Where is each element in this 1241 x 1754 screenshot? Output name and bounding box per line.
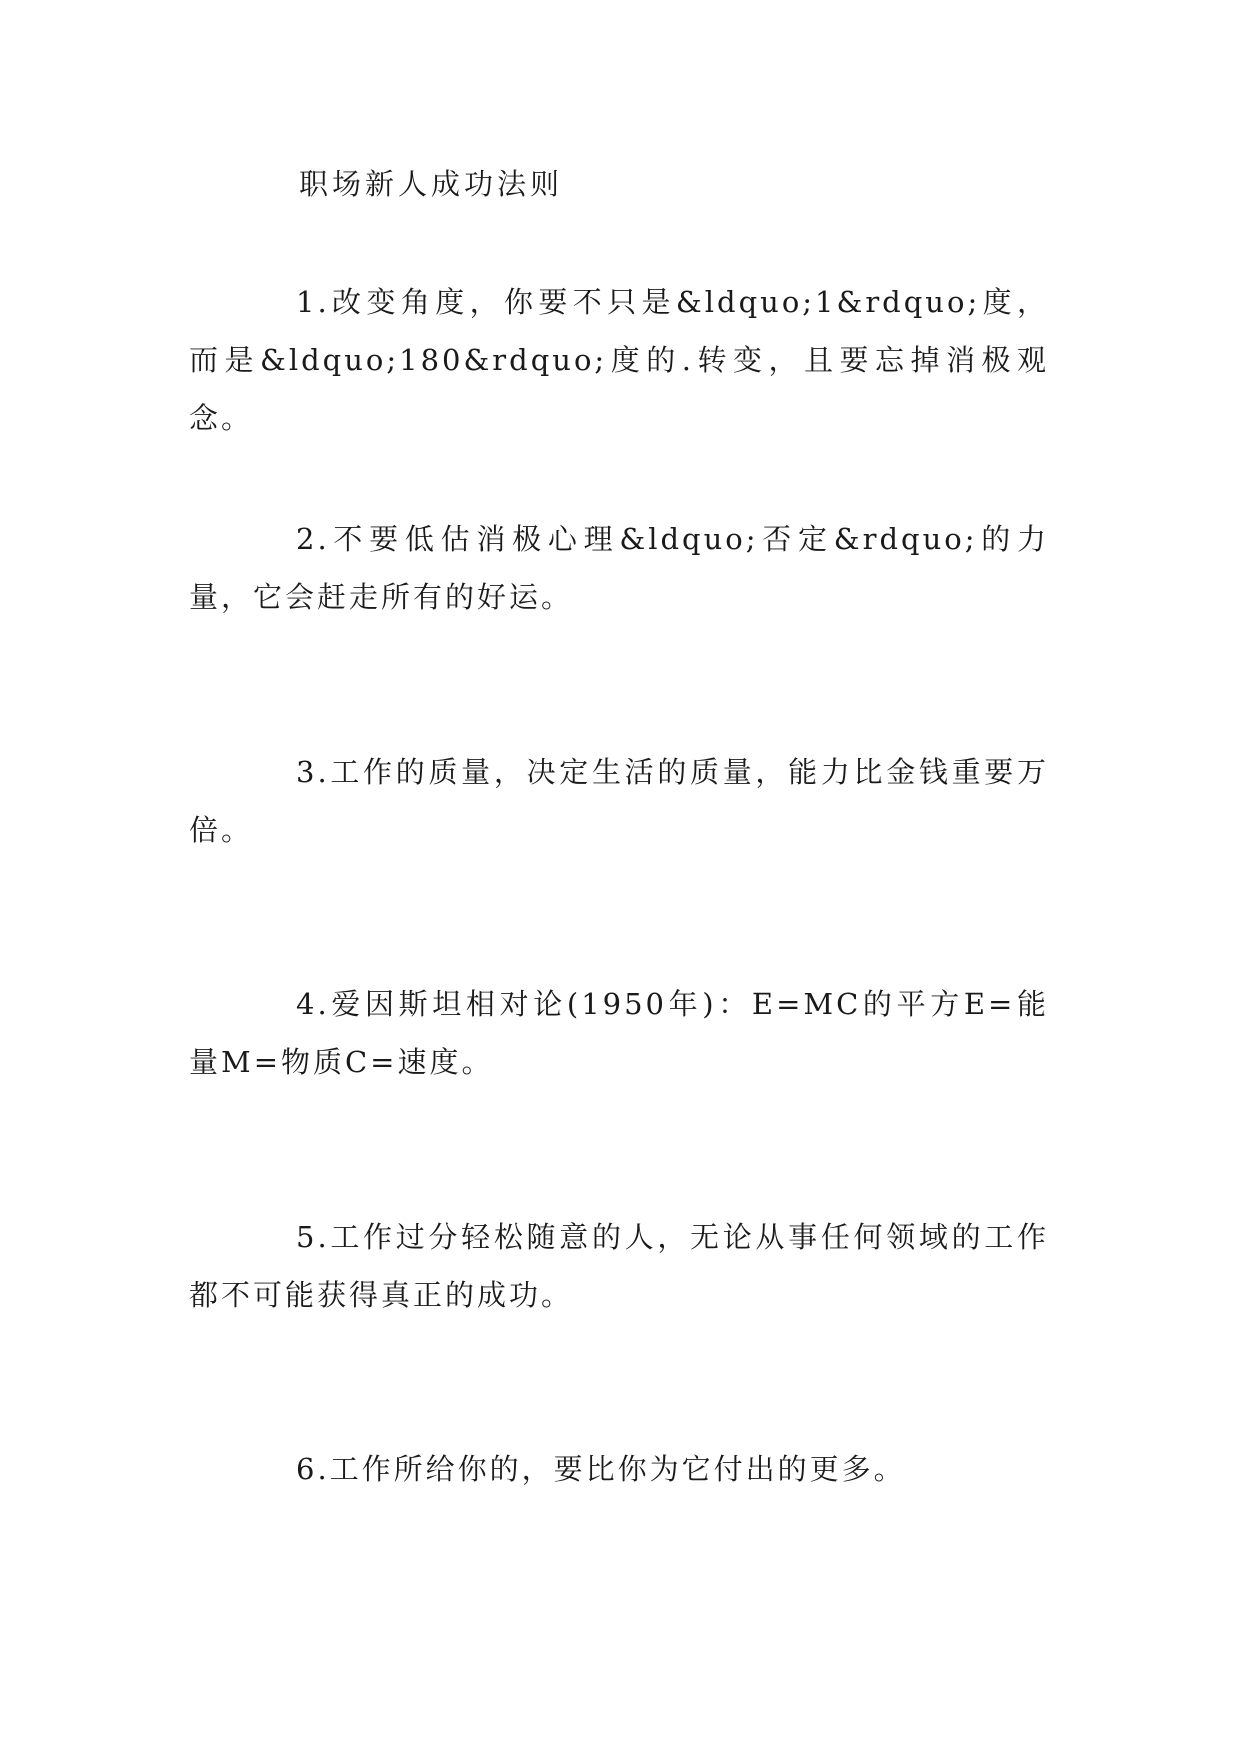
paragraph-2: 2.不要低估消极心理&ldquo;否定&rdquo;的力量，它会赶走所有的好运。 bbox=[189, 522, 1049, 614]
document-title: 职场新人成功法则 bbox=[299, 167, 564, 201]
paragraph-3: 3.工作的质量，决定生活的质量，能力比金钱重要万倍。 bbox=[189, 755, 1049, 847]
paragraph-4: 4.爱因斯坦相对论(1950年)：E=MC的平方E=能量M=物质C=速度。 bbox=[189, 987, 1049, 1079]
paragraph-6: 6.工作所给你的，要比你为它付出的更多。 bbox=[296, 1452, 906, 1486]
paragraph-1: 1.改变角度，你要不只是&ldquo;1&rdquo;度，而是&ldquo;180&rdquo;度的.转变，且要忘掉消极观念。 bbox=[189, 285, 1049, 435]
paragraph-5: 5.工作过分轻松随意的人，无论从事任何领域的工作都不可能获得真正的成功。 bbox=[189, 1220, 1049, 1312]
